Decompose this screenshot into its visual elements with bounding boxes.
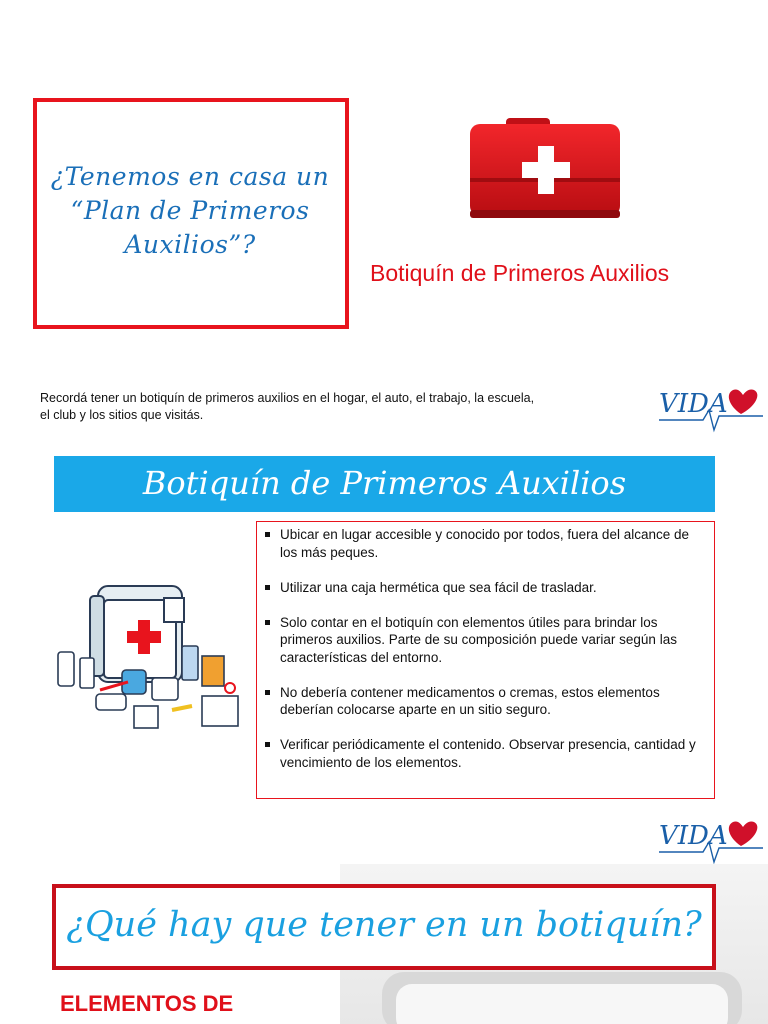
kit-title: Botiquín de Primeros Auxilios — [370, 260, 670, 286]
reminder-line: el club y los sitios que visitás. — [40, 408, 204, 422]
reminder-text — [40, 390, 600, 424]
reminder-line: Recordá tener un botiquín de primeros auxilios en el hogar, el auto, el trabajo, la escuela, — [40, 391, 535, 405]
tip-item: Solo contar en el botiquín con elementos útiles para brindar los primeros auxilios. Parte de su composición puede variar según las características del entorno. — [262, 614, 706, 667]
tip-item: Ubicar en lugar accesible y conocido por todos, fuera del alcance de los más peques. — [262, 526, 706, 561]
question-title: ¿Qué hay que tener en un botiquín? — [66, 905, 702, 945]
tip-item: No debería contener medicamentos o cremas, estos elementos deberían colocarse aparte en un sitio seguro. — [262, 684, 706, 719]
banner-title: Botiquín de Primeros Auxilios — [142, 464, 627, 502]
question-line: ¿Tenemos en casa un — [50, 162, 330, 191]
vida-logo — [657, 380, 765, 444]
tip-item: Utilizar una caja hermética que sea fácil de trasladar. — [262, 579, 706, 597]
question-line: “Plan de Primeros — [70, 196, 310, 225]
first-aid-case-icon — [466, 112, 626, 224]
tips-list — [262, 526, 706, 789]
section-heading: ELEMENTOS DE — [60, 991, 234, 1016]
tip-item: Verificar periódicamente el contenido. Observar presencia, cantidad y vencimiento de los elementos. — [262, 736, 706, 771]
vida-logo-text: VIDA — [659, 821, 728, 851]
question-line: Auxilios”? — [124, 230, 256, 259]
vida-logo-text: VIDA — [659, 389, 728, 419]
first-aid-kit-illustration — [52, 578, 248, 734]
question-text — [40, 160, 340, 262]
